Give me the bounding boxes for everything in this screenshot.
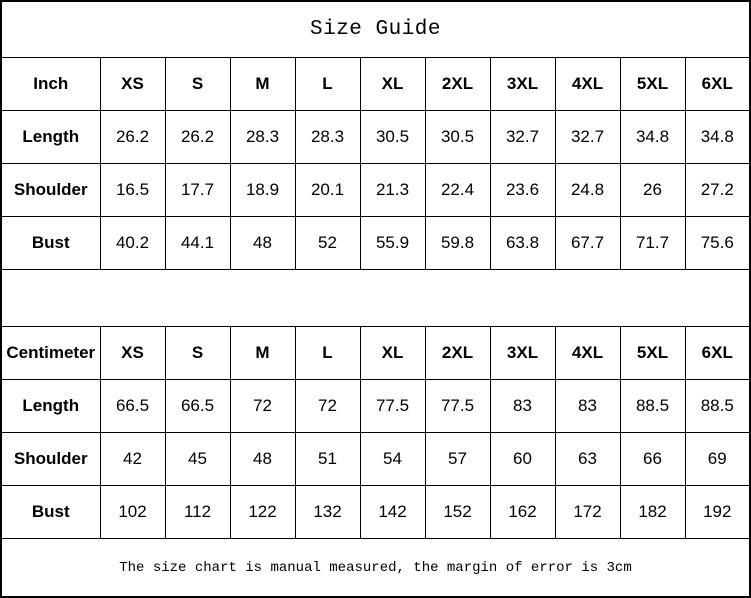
size-value: 182 bbox=[620, 486, 685, 539]
size-value: 142 bbox=[360, 486, 425, 539]
size-value: 27.2 bbox=[685, 164, 750, 217]
size-value: 42 bbox=[100, 433, 165, 486]
table-row bbox=[1, 111, 750, 164]
size-header: XL bbox=[360, 327, 425, 380]
size-header: XS bbox=[100, 58, 165, 111]
size-value: 63 bbox=[555, 433, 620, 486]
size-header: 2XL bbox=[425, 58, 490, 111]
size-value: 102 bbox=[100, 486, 165, 539]
size-value: 162 bbox=[490, 486, 555, 539]
size-value: 30.5 bbox=[360, 111, 425, 164]
size-header: 5XL bbox=[620, 327, 685, 380]
row-label: Length bbox=[1, 380, 100, 433]
size-value: 28.3 bbox=[295, 111, 360, 164]
size-value: 32.7 bbox=[555, 111, 620, 164]
size-value: 77.5 bbox=[425, 380, 490, 433]
size-header: XL bbox=[360, 58, 425, 111]
size-value: 75.6 bbox=[685, 217, 750, 270]
size-value: 30.5 bbox=[425, 111, 490, 164]
size-value: 44.1 bbox=[165, 217, 230, 270]
size-header: 4XL bbox=[555, 58, 620, 111]
size-value: 21.3 bbox=[360, 164, 425, 217]
size-value: 71.7 bbox=[620, 217, 685, 270]
size-value: 55.9 bbox=[360, 217, 425, 270]
table-row bbox=[1, 433, 750, 486]
size-header: M bbox=[230, 58, 295, 111]
table-row bbox=[1, 164, 750, 217]
size-value: 192 bbox=[685, 486, 750, 539]
size-header: S bbox=[165, 327, 230, 380]
size-value: 24.8 bbox=[555, 164, 620, 217]
unit-label-inch: Inch bbox=[1, 58, 100, 111]
size-value: 57 bbox=[425, 433, 490, 486]
row-label: Shoulder bbox=[1, 164, 100, 217]
unit-label-centimeter: Centimeter bbox=[1, 327, 100, 380]
size-header: 6XL bbox=[685, 58, 750, 111]
size-value: 22.4 bbox=[425, 164, 490, 217]
size-value: 69 bbox=[685, 433, 750, 486]
size-value: 48 bbox=[230, 217, 295, 270]
size-value: 172 bbox=[555, 486, 620, 539]
size-value: 28.3 bbox=[230, 111, 295, 164]
size-value: 66 bbox=[620, 433, 685, 486]
size-value: 26.2 bbox=[165, 111, 230, 164]
size-value: 48 bbox=[230, 433, 295, 486]
size-value: 63.8 bbox=[490, 217, 555, 270]
size-header: 6XL bbox=[685, 327, 750, 380]
size-header: L bbox=[295, 58, 360, 111]
size-value: 88.5 bbox=[620, 380, 685, 433]
size-header: 4XL bbox=[555, 327, 620, 380]
table-row bbox=[1, 380, 750, 433]
size-value: 23.6 bbox=[490, 164, 555, 217]
row-label: Shoulder bbox=[1, 433, 100, 486]
size-value: 26 bbox=[620, 164, 685, 217]
footer-note: The size chart is manual measured, the margin of error is 3cm bbox=[1, 539, 750, 598]
size-value: 40.2 bbox=[100, 217, 165, 270]
size-value: 72 bbox=[295, 380, 360, 433]
size-value: 77.5 bbox=[360, 380, 425, 433]
size-header: L bbox=[295, 327, 360, 380]
size-value: 59.8 bbox=[425, 217, 490, 270]
size-value: 83 bbox=[490, 380, 555, 433]
spacer-cell bbox=[1, 270, 750, 327]
size-header: 3XL bbox=[490, 58, 555, 111]
table-row bbox=[1, 327, 750, 380]
size-value: 122 bbox=[230, 486, 295, 539]
size-header: M bbox=[230, 327, 295, 380]
size-value: 32.7 bbox=[490, 111, 555, 164]
size-value: 54 bbox=[360, 433, 425, 486]
size-value: 16.5 bbox=[100, 164, 165, 217]
table-row bbox=[1, 217, 750, 270]
size-header: S bbox=[165, 58, 230, 111]
size-value: 66.5 bbox=[100, 380, 165, 433]
size-header: 2XL bbox=[425, 327, 490, 380]
size-header: XS bbox=[100, 327, 165, 380]
footer-row bbox=[1, 539, 750, 598]
size-header: 5XL bbox=[620, 58, 685, 111]
table-row bbox=[1, 58, 750, 111]
size-value: 83 bbox=[555, 380, 620, 433]
size-value: 51 bbox=[295, 433, 360, 486]
size-value: 66.5 bbox=[165, 380, 230, 433]
size-value: 20.1 bbox=[295, 164, 360, 217]
size-value: 72 bbox=[230, 380, 295, 433]
size-value: 60 bbox=[490, 433, 555, 486]
size-value: 152 bbox=[425, 486, 490, 539]
size-value: 34.8 bbox=[620, 111, 685, 164]
row-label: Bust bbox=[1, 217, 100, 270]
size-value: 67.7 bbox=[555, 217, 620, 270]
size-value: 17.7 bbox=[165, 164, 230, 217]
size-value: 52 bbox=[295, 217, 360, 270]
table-row bbox=[1, 486, 750, 539]
size-value: 88.5 bbox=[685, 380, 750, 433]
size-header: 3XL bbox=[490, 327, 555, 380]
page-title: Size Guide bbox=[1, 1, 750, 58]
size-value: 45 bbox=[165, 433, 230, 486]
size-value: 26.2 bbox=[100, 111, 165, 164]
title-row bbox=[1, 1, 750, 58]
row-label: Bust bbox=[1, 486, 100, 539]
size-value: 34.8 bbox=[685, 111, 750, 164]
size-value: 112 bbox=[165, 486, 230, 539]
size-value: 18.9 bbox=[230, 164, 295, 217]
row-label: Length bbox=[1, 111, 100, 164]
size-value: 132 bbox=[295, 486, 360, 539]
spacer-row bbox=[1, 270, 750, 327]
